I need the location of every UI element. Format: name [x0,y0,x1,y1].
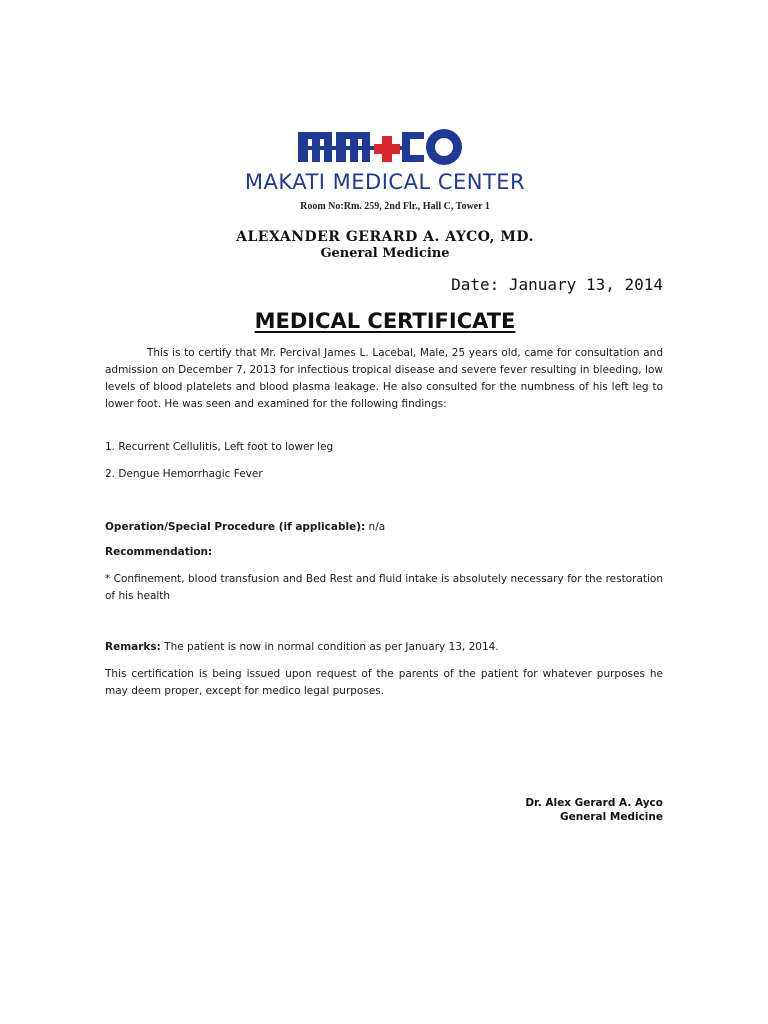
signature-department: General Medicine [560,811,663,823]
finding-item: 1. Recurrent Cellulitis, Left foot to lower leg [105,441,334,453]
certificate-title: MEDICAL CERTIFICATE [254,309,516,333]
remarks-line [105,639,663,656]
operation-label: Operation/Special Procedure (if applicable): [105,521,366,533]
recommendation-text: * Confinement, blood transfusion and Bed Rest and fluid intake is absolutely necessary for the restoration of his health [105,573,663,602]
doctor-name-heading: ALEXANDER GERARD A. AYCO, MD. [236,229,534,245]
operation-line [105,519,663,536]
finding-item: 2. Dengue Hemorrhagic Fever [105,468,263,480]
room-number: Room No:Rm. 259, 2nd Flr., Hall C, Tower 1 [300,201,490,212]
recommendation-label [105,544,663,561]
mmc-logo-icon [298,124,468,170]
intro-paragraph: This is to certify that Mr. Percival James L. Lacebal, Male, 25 years old, came for consultation and admission on December 7, 2013 for infectious tropical disease and severe fever resulting in bleeding, low levels of blood platelets and blood plasma leakage. He also consulted for the numbness of his left leg to lower foot. He was seen and examined for the following findings: [105,347,663,410]
operation-value: n/a [365,521,386,533]
signature-name: Dr. Alex Gerard A. Ayco [525,797,663,809]
remarks-label: Remarks: [105,641,161,653]
certificate-date: Date: January 13, 2014 [451,275,663,294]
recommendation-label-text: Recommendation: [105,546,213,558]
remarks-text: The patient is now in normal condition as per January 13, 2014. [160,641,499,653]
doctor-department: General Medicine [320,246,450,261]
issuance-paragraph: This certification is being issued upon request of the parents of the patient for whatever purposes he may deem proper, except for medico legal purposes. [105,668,663,697]
organization-name: MAKATI MEDICAL CENTER [244,170,526,194]
